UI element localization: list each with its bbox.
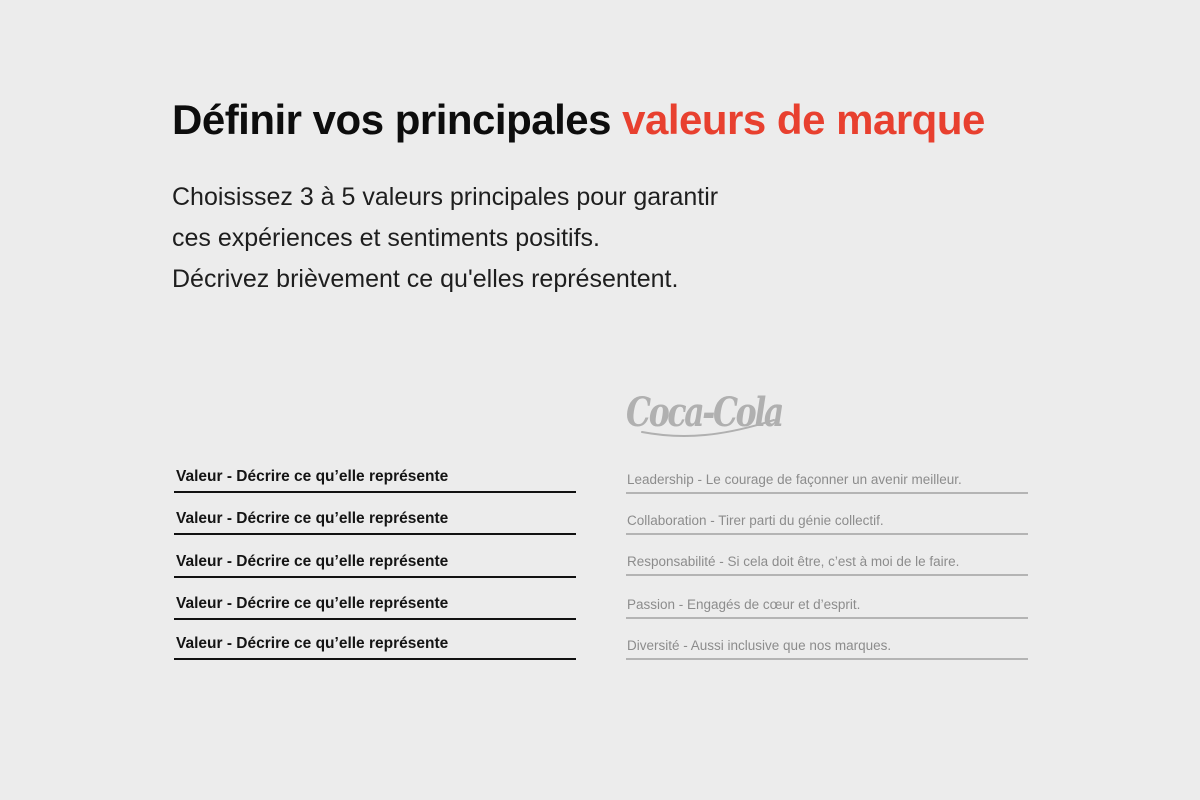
intro-line: Décrivez brièvement ce qu'elles représentent. [172,265,679,293]
title-main: Définir vos principales [172,96,623,143]
template-row-label: Valeur - Décrire ce qu’elle représente [176,553,449,570]
example-row [626,547,1028,576]
template-row [174,549,576,578]
template-row [174,506,576,535]
coca-cola-logo [624,380,788,444]
intro-text [172,177,718,300]
example-row [626,590,1028,619]
example-row [626,506,1028,535]
page-title [172,96,985,144]
example-row-label: Responsabilité - Si cela doit être, c’est à moi de le faire. [627,554,960,569]
intro-line: ces expériences et sentiments positifs. [172,224,600,252]
template-row [174,591,576,620]
example-row-label: Collaboration - Tirer parti du génie collectif. [627,513,884,528]
logo-wordmark: Coca-Cola [626,389,783,436]
template-row [174,464,576,493]
template-row-label: Valeur - Décrire ce qu’elle représente [176,635,449,652]
template-row-label: Valeur - Décrire ce qu’elle représente [176,468,449,485]
example-row-label: Leadership - Le courage de façonner un avenir meilleur. [627,472,962,487]
example-row-label: Diversité - Aussi inclusive que nos marques. [627,638,892,653]
example-row [626,465,1028,494]
example-row-label: Passion - Engagés de cœur et d’esprit. [627,597,861,612]
example-row [626,631,1028,660]
template-row [174,631,576,660]
template-row-label: Valeur - Décrire ce qu’elle représente [176,510,449,527]
template-row-label: Valeur - Décrire ce qu’elle représente [176,595,449,612]
intro-line: Choisissez 3 à 5 valeurs principales pour garantir [172,183,719,211]
title-accent: valeurs de marque [622,96,985,143]
